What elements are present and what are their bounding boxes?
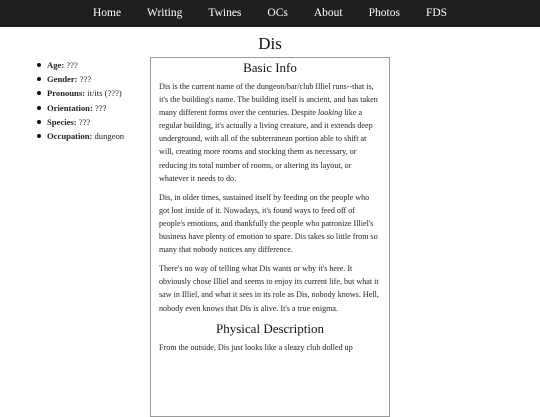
stat-occupation — [36, 129, 148, 143]
nav-home[interactable]: Home — [92, 7, 122, 19]
stat-gender — [36, 72, 148, 86]
stat-species — [36, 115, 148, 129]
basic-info-heading: Basic Info — [243, 60, 297, 75]
p1-text-before: Dis is the current name of the dungeon/bar/club Illiel runs--that is, it's the building's name. The building itself is ancient, and has taken many different forms over the centuries. Despite — [159, 82, 378, 118]
info-box[interactable] — [150, 57, 390, 417]
page-title: Dis — [258, 34, 282, 53]
basic-info-paragraph-3: There's no way of telling what Dis wants or why it's here. It obviously chose Illiel and seems to enjoy its current life, but what it saw in Illiel, and what it sees in its role as Dis, nobody knows. Hell, nobody even knows that Dis is alive. It's a true enigma. — [159, 264, 379, 313]
stat-age-value: ??? — [64, 60, 78, 70]
nav-photos[interactable]: Photos — [368, 7, 400, 19]
nav-twines[interactable]: Twines — [208, 7, 242, 19]
stat-age — [36, 58, 148, 72]
p1-text-after: like a regular building, it's actually a living creature, and it extends deep underground, with all of the subterranean portion able to shift at will, creating more rooms and stocking them as necessary, or reducing its total number of rooms, or altering its layout, or whatever it needs to do. — [159, 108, 373, 183]
stat-pronouns — [36, 86, 148, 100]
character-stats-list — [36, 58, 148, 143]
stat-occupation-value: dungeon — [92, 131, 125, 142]
stat-gender-label: Gender: — [47, 74, 78, 85]
stat-occupation-label: Occupation: — [47, 131, 93, 142]
nav-about[interactable]: About — [313, 7, 343, 19]
nav-ocs[interactable]: OCs — [267, 7, 288, 19]
nav-fds[interactable]: FDS — [425, 7, 448, 19]
basic-info-paragraph-1 — [159, 80, 381, 185]
nav-writing[interactable]: Writing — [147, 7, 183, 19]
top-navigation — [0, 0, 540, 27]
stat-species-label: Species: — [47, 116, 77, 127]
stat-gender-value: ??? — [77, 74, 92, 85]
stat-orientation-value: ??? — [92, 102, 107, 113]
physical-description-paragraph-1: From the outside, Dis just looks like a sleazy club dolled up — [159, 342, 353, 352]
stat-pronouns-label: Pronouns: — [47, 88, 86, 99]
stat-species-value: ??? — [76, 116, 91, 127]
stat-age-label: Age: — [47, 60, 65, 70]
stat-orientation — [36, 101, 148, 115]
stat-pronouns-value: it/its (???) — [85, 88, 122, 99]
p1-text-italic: looking — [317, 108, 343, 118]
physical-description-heading: Physical Description — [216, 320, 324, 336]
basic-info-paragraph-2: Dis, in older times, sustained itself by feeding on the people who got lost inside of it. Nowadays, it's found ways to feed off of people's emotions, and thankfully the people who patronize Illiel's business have plenty of emotion to spare. Dis takes so little from so many that nobody notices any difference. — [159, 192, 378, 255]
stat-orientation-label: Orientation: — [47, 102, 93, 113]
